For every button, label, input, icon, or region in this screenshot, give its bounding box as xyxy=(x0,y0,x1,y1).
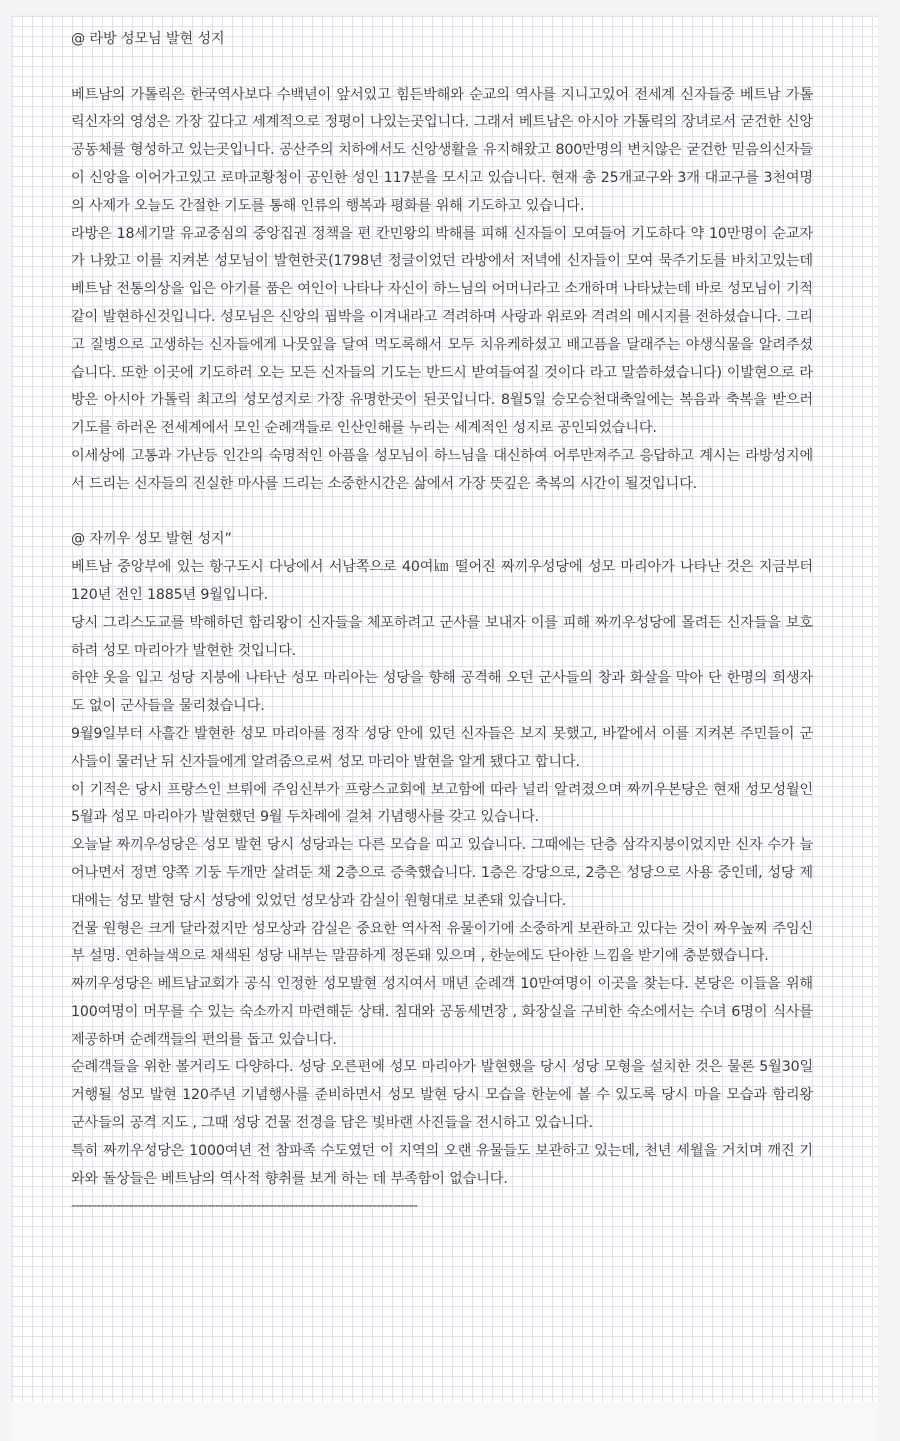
section-title-labang: @ 라방 성모님 발현 성지 xyxy=(71,31,225,47)
paragraph: 오늘날 짜끼우성당은 성모 발현 당시 성당과는 다른 모습을 띠고 있습니다. 그때에는 단층 삼각지붕이었지만 신자 수가 늘어나면서 정면 양쪽 기둥 두개만 살려둔 채 2층으로 증축했습니다. 1층은 강당으로, 2층은 성당으로 사용 중인데, 성당 제대에는 성모 발현 당시 성당에 있었던 성모상과 감실이 원형대로 보존돼 있습니다. xyxy=(71,837,813,909)
paragraph: 베트남의 가톨릭은 한국역사보다 수백년이 앞서있고 힘든박해와 순교의 역사를 지니고있어 전세계 신자들중 베트남 가톨릭신자의 영성은 가장 깊다고 세계적으로 정평이 나있는곳입니다. 그래서 베트남은 아시아 가톨릭의 장녀로서 굳건한 신앙공동체를 형성하고 있는곳입니다. 공산주의 치하에서도 신앙생활을 유지해왔고 800만명의 변치않은 굳건한 믿음의신자들이 신앙을 이어가고있고 로마교황청이 공인한 성인 117분을 모시고 있습니다. 현재 총 25개교구와 3개 대교구를 3천여명의 사제가 오늘도 간절한 기도를 통해 인류의 행복과 평화를 위해 기도하고 있습니다. xyxy=(71,86,813,214)
paragraph: 베트남 중앙부에 있는 항구도시 다낭에서 서남쪽으로 40여㎞ 떨어진 짜끼우성당에 성모 마리아가 나타난 것은 지금부터 120년 전인 1885년 9월입니다. xyxy=(71,559,813,603)
paragraph: 짜끼우성당은 베트남교회가 공식 인정한 성모발현 성지여서 매년 순례객 10만여명이 이곳을 찾는다. 본당은 이들을 위해 100여명이 머무를 수 있는 숙소까지 마련해둔 상태. 침대와 공동세면장 , 화장실을 구비한 숙소에서는 수녀 6명이 식사를 제공하며 순례객들의 편의를 돕고 있습니다. xyxy=(71,976,813,1048)
paragraph: 특히 짜끼우성당은 1000여년 전 참파족 수도였던 이 지역의 오랜 유물들도 보관하고 있는데, 천년 세월을 거치며 깨진 기와와 돌상들은 베트남의 역사적 향취를 보게 하는 데 부족함이 없습니다. xyxy=(71,1142,813,1187)
paragraph: 이 기적은 당시 프랑스인 브뤼에 주임신부가 프랑스교회에 보고함에 따라 널리 알려졌으며 짜끼우본당은 현재 성모성월인 5월과 성모 마리아가 발현했던 9월 두차례에 걸쳐 기념행사를 갖고 있습니다. xyxy=(71,781,813,826)
dashed-divider: ------------------------------------------------------------------------------------ xyxy=(71,1198,418,1215)
paragraph: 라방은 18세기말 유교중심의 중앙집권 정책을 편 칸민왕의 박해를 피해 신자들이 모여들어 기도하다 약 10만명이 순교자가 나왔고 이를 지켜본 성모님이 발현한곳(1798년 정글이었던 라방에서 저녁에 신자들이 모여 묵주기도를 바치고있는데 베트남 전통의상을 입은 아기를 품은 여인이 나타나 자신이 하느님의 어머니라고 소개하며 나타났는데 바로 성모님이 기적같이 발현하신것입니다. 성모님은 신앙의 핍박을 이겨내라고 격려하며 사랑과 위로와 격려의 메시지를 전하셨습니다. 그리고 질병으로 고생하는 신자들에게 나뭇잎을 달여 먹도록해서 모두 치유케하셨고 배고픔을 달래주는 야생식물을 알려주셨습니다. 또한 이곳에 기도하러 오는 모든 신자들의 기도는 반드시 받여들여질 것이다 라고 말씀하셨습니다) 이발현으로 라방은 아시아 가톨릭 최고의 성모성지로 가장 유명한곳이 된곳입니다. 8월5일 승모승천대축일에는 복음과 축복을 받으러 기도를 하러온 전세계에서 모인 순례객들로 인산인해를 누리는 세계적인 성지로 공인되었습니다. xyxy=(71,225,813,437)
paragraph: 9월9일부터 사흘간 발현한 성모 마리아를 정작 성당 안에 있던 신자들은 보지 못했고, 바깥에서 이를 지켜본 주민들이 군사들이 물러난 뒤 신자들에게 알려줌으로써 성모 마리아 발현을 알게 됐다고 합니다. xyxy=(71,725,813,770)
blank-line xyxy=(71,499,813,527)
section-title-trakieu: @ 자끼우 성모 발현 성지” xyxy=(71,531,232,548)
paragraph: 하얀 옷을 입고 성당 지붕에 나타난 성모 마리아는 성당을 향해 공격해 오던 군사들의 창과 화살을 막아 단 한명의 희생자도 없이 군사들을 물리쳤습니다. xyxy=(71,670,813,715)
paragraph: 순례객들을 위한 볼거리도 다양하다. 성당 오른편에 성모 마리아가 발현했을 당시 성당 모형을 설치한 것은 물론 5월30일 거행될 성모 발현 120주년 기념행사를 준비하면서 성모 발현 당시 모습을 한눈에 볼 수 있도록 당시 마을 모습과 함리왕 군사들의 공격 지도 , 그때 성당 건물 전경을 담은 빛바랜 사진들을 전시하고 있습니다. xyxy=(71,1059,813,1132)
paragraph: 건물 원형은 크게 달라졌지만 성모상과 감실은 중요한 역사적 유물이기에 소중하게 보관하고 있다는 것이 짜우높찌 주임신부 설명. 연하늘색으로 채색된 성당 내부는 말끔하게 정돈돼 있으며 , 한눈에도 단아한 느낌을 받기에 충분했습니다. xyxy=(71,920,813,965)
document-body xyxy=(71,26,813,1221)
page-footer-area xyxy=(12,1402,878,1441)
paragraph: 이세상에 고통과 가난등 인간의 숙명적인 아픔을 성모님이 하느님을 대신하여 어루만져주고 응답하고 계시는 라방성지에서 드리는 신자들의 진실한 마사를 드리는 소중한시간은 삶에서 가장 뜻깊은 축복의 시간이 될것입니다. xyxy=(71,447,813,492)
blank-line xyxy=(71,54,813,82)
document-page xyxy=(12,16,878,1402)
paragraph: 당시 그리스도교를 박해하던 함리왕이 신자들을 체포하려고 군사를 보내자 이를 피해 짜끼우성당에 몰려든 신자들을 보호하려 성모 마리아가 발현한 것입니다. xyxy=(71,614,813,659)
